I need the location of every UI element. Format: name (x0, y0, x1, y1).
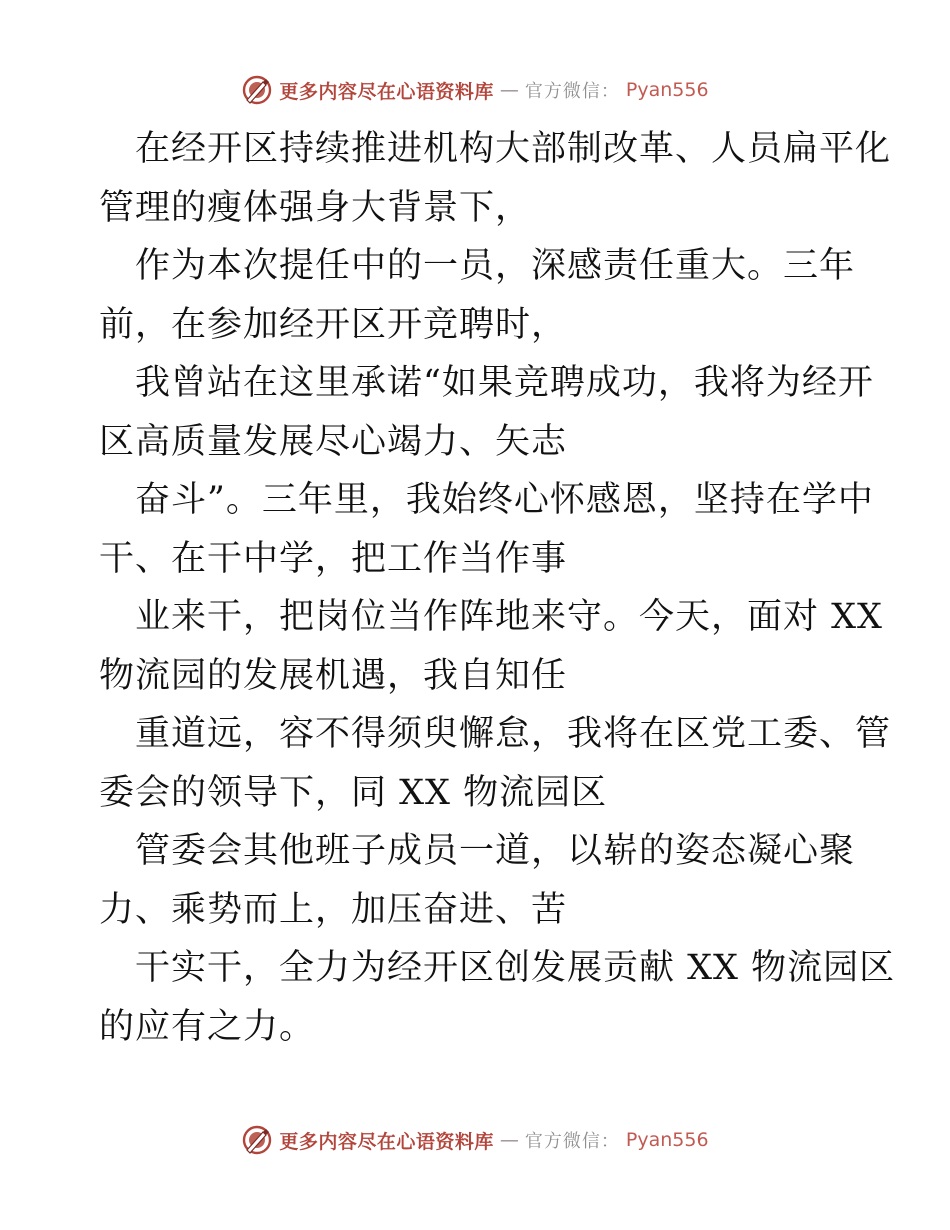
pen-seal-logo-icon (241, 1124, 273, 1156)
text-line: 我曾站在这里承诺“如果竞聘成功，我将为经开 (135, 363, 874, 403)
watermark-text: 更多内容尽在心语资料库 (279, 1130, 494, 1153)
text-line: 前，在参加经开区开竞聘时， (99, 304, 568, 345)
text-line: 区高质量发展尽心竭力、矢志 (99, 421, 568, 462)
text-line: 重道远，容不得须臾懈怠，我将在区党工委、管 (135, 714, 892, 754)
text-line: 管理的瘦体强身大背景下， (99, 187, 532, 228)
text-line: 物流园的发展机遇，我自知任 (99, 655, 568, 696)
text-line: 管委会其他班子成员一道，以崭的姿态凝心聚 (135, 831, 856, 871)
text-line: 干实干，全力为经开区创发展贡献 XX 物流园区 (135, 948, 896, 988)
text-line: 干、在干中学，把工作当作事 (99, 538, 568, 579)
pen-seal-logo-icon (241, 74, 273, 106)
watermark-label: 官方微信： (524, 81, 620, 102)
watermark-text: 更多内容尽在心语资料库 (279, 80, 494, 103)
text-line: 作为本次提任中的一员，深感责任重大。三年 (135, 246, 856, 286)
text-line: 在经开区持续推进机构大部制改革、人员扁平化 (135, 129, 892, 169)
watermark-label: 官方微信： (524, 1131, 620, 1152)
text-line: 委会的领导下，同 XX 物流园区 (99, 772, 608, 813)
watermark-id: Pyan556 (625, 79, 709, 101)
text-line: 力、乘势而上，加压奋进、苦 (99, 889, 568, 930)
text-line: 奋斗”。三年里，我始终心怀感恩，坚持在学中 (135, 480, 874, 520)
watermark-dash: — (499, 79, 519, 101)
watermark-dash: — (499, 1129, 519, 1151)
text-line: 业来干，把岗位当作阵地来守。今天，面对 XX (135, 597, 883, 637)
footer-watermark (0, 1120, 950, 1160)
text-line: 的应有之力。 (99, 1006, 316, 1047)
document-body (99, 120, 896, 1056)
watermark-id: Pyan556 (625, 1129, 709, 1151)
header-watermark (0, 70, 950, 110)
